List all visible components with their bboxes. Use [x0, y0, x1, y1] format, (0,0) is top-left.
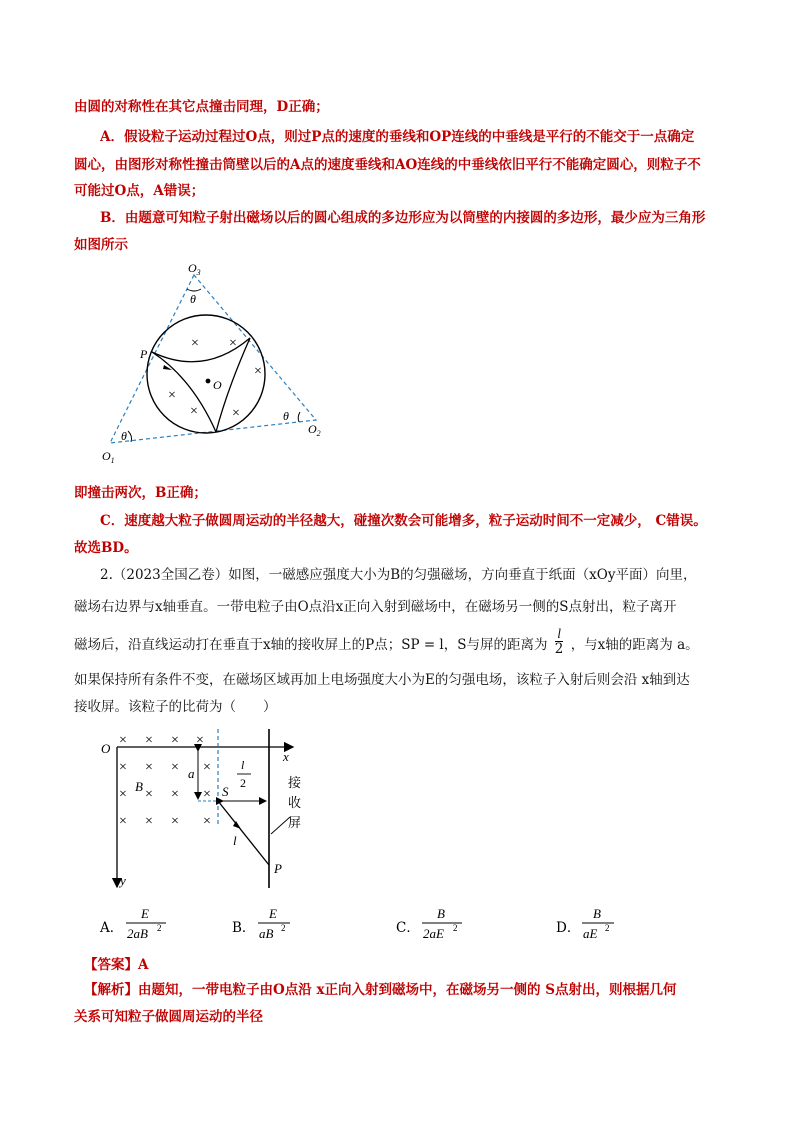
magnetic-field-circle: [147, 315, 265, 433]
fraction-denominator: 2: [554, 641, 564, 657]
field-cross: ×: [190, 404, 198, 419]
label-o: O: [101, 741, 111, 756]
field-cross: ×: [196, 733, 204, 748]
option-a-numerator: E: [141, 906, 149, 921]
label-o1: $O_1$: [102, 449, 115, 465]
label-theta-right: θ: [283, 409, 289, 423]
field-cross: ×: [229, 336, 237, 351]
field-cross: ×: [145, 760, 153, 775]
label-o2: $O_2$: [308, 422, 321, 438]
analysis-line2: 关系可知粒子做圆周运动的半径: [74, 1009, 263, 1025]
field-cross: ×: [145, 733, 153, 748]
option-b-conclusion: 即撞击两次，B正确；: [74, 485, 207, 501]
field-cross: ×: [119, 814, 127, 829]
label-screen-char3: 屏: [288, 815, 302, 830]
option-a-denominator: 2aB: [127, 926, 148, 941]
label-half-l-numerator: l: [241, 758, 245, 772]
label-half-l-denominator: 2: [240, 776, 246, 790]
label-y: y: [120, 873, 126, 888]
field-cross: ×: [171, 760, 179, 775]
option-d-denominator: aE: [583, 926, 598, 941]
answer-text: 【答案】A: [84, 957, 149, 973]
option-c-denominator: 2aE: [423, 926, 444, 941]
option-c-label: C．: [396, 920, 420, 936]
center-dot: [206, 379, 211, 384]
fraction-l-over-2: [555, 626, 564, 657]
field-cross: ×: [254, 364, 262, 379]
label-s: S: [222, 784, 229, 799]
question2-line2: 磁场右边界与x轴垂直。一带电粒子由O点沿x正向入射到磁场中，在磁场另一侧的S点射出，粒子离开: [74, 599, 677, 615]
field-cross: ×: [168, 388, 176, 403]
analysis-line1: 【解析】由题知，一带电粒子由O点沿 x正向入射到磁场中，在磁场另一侧的 S点射出，则根据几何: [84, 982, 677, 998]
field-cross: ×: [171, 733, 179, 748]
option-d-fraction: [580, 904, 630, 946]
trajectory-s-to-p: [218, 801, 269, 865]
label-p: P: [140, 347, 148, 361]
theta-arc-top: [187, 289, 201, 291]
question2-line3-part-b: ，与x轴的距离为 a。: [570, 637, 699, 653]
field-cross: ×: [171, 814, 179, 829]
field-cross: ×: [203, 814, 211, 829]
option-d-numerator: B: [593, 906, 601, 921]
field-cross: ×: [203, 760, 211, 775]
field-cross: ×: [232, 406, 240, 421]
option-b-exponent: 2: [281, 923, 286, 933]
label-theta-top: θ: [190, 292, 196, 306]
trajectory-arc-left: [152, 352, 216, 432]
question2-line5: 接收屏。该粒子的比荷为（ ）: [74, 699, 277, 715]
question2-line1: 2.（2023全国乙卷）如图，一磁感应强度大小为B的匀强磁场，方向垂直于纸面（xOy平面）向里，: [100, 567, 697, 583]
question2-line4: 如果保持所有条件不变，在磁场区域再加上电场强度大小为E的匀强电场，该粒子入射后则会沿 x轴到达: [74, 672, 690, 688]
option-a-explanation-line2: 圆心，由图形对称性撞击筒壁以后的A点的速度垂线和AO连线的中垂线依旧平行不能确定圆心，则粒子不: [74, 157, 701, 173]
label-screen-char2: 收: [288, 795, 302, 810]
question2-line3: [74, 626, 699, 661]
option-d-exponent: 2: [605, 923, 610, 933]
label-x: x: [283, 749, 289, 764]
label-screen-char1: 接: [288, 775, 302, 790]
option-b-fraction: [256, 904, 306, 946]
theta-arc-right: [298, 412, 300, 422]
label-theta-left: θ: [121, 429, 127, 443]
field-cross: ×: [203, 787, 211, 802]
field-cross: ×: [119, 733, 127, 748]
option-c-explanation: C．速度越大粒子做圆周运动的半径越大，碰撞次数会可能增多，粒子运动时间不一定减少， C错误。: [100, 513, 707, 529]
label-o: O: [213, 378, 222, 392]
solution-conclusion: 故选BD。: [74, 540, 138, 556]
option-a-explanation-line3: 可能过O点，A错误；: [74, 183, 205, 199]
label-b: B: [135, 779, 143, 794]
option-c-numerator: B: [437, 906, 445, 921]
triangle-circle-figure: [90, 255, 350, 475]
label-o3: $O_3$: [188, 261, 201, 277]
option-a-exponent: 2: [157, 923, 162, 933]
label-p: P: [274, 861, 282, 876]
option-a-explanation-line1: A．假设粒子运动过程过O点，则过P点的速度的垂线和OP连线的中垂线是平行的不能交于一点确定: [100, 129, 695, 145]
option-b-label: B．: [232, 920, 256, 936]
field-cross: ×: [119, 760, 127, 775]
field-cross: ×: [171, 787, 179, 802]
option-b-explanation-line2: 如图所示: [74, 237, 128, 253]
field-cross: ×: [145, 787, 153, 802]
option-d-label: D．: [556, 920, 581, 936]
fraction-numerator: l: [555, 626, 564, 642]
question2-line3-part-a: 磁场后，沿直线运动打在垂直于x轴的接收屏上的P点；SP = l，S与屏的距离为: [74, 637, 548, 653]
option-b-denominator: aB: [259, 926, 274, 941]
option-c-exponent: 2: [453, 923, 458, 933]
option-a-label: A．: [100, 920, 124, 936]
label-a: a: [188, 766, 195, 781]
option-b-explanation-line1: B．由题意可知粒子射出磁场以后的圆心组成的多边形应为以筒壁的内接圆的多边形，最少应为三角形: [100, 210, 706, 226]
option-b-numerator: E: [269, 906, 277, 921]
option-c-fraction: [420, 904, 470, 946]
field-screen-figure: [95, 725, 310, 895]
solution-line-d: 由圆的对称性在其它点撞击同理，D正确；: [74, 99, 329, 115]
field-cross: ×: [145, 814, 153, 829]
field-cross: ×: [191, 336, 199, 351]
option-a-fraction: [124, 904, 174, 946]
field-cross: ×: [119, 787, 127, 802]
label-l: l: [233, 833, 237, 848]
